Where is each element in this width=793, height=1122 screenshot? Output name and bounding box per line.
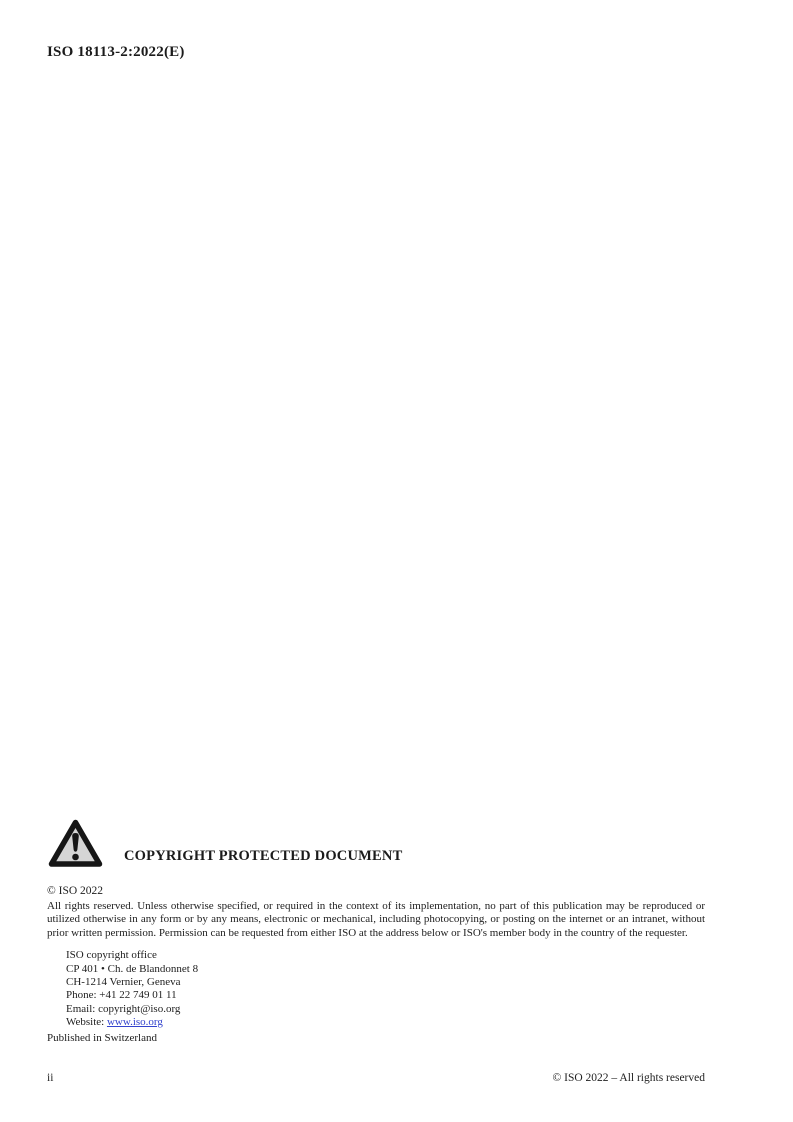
address-line-office: ISO copyright office [66, 949, 157, 962]
website-link[interactable]: www.iso.org [106, 1016, 163, 1029]
rights-paragraph: All rights reserved. Unless otherwise specified, or required in the context of its implementation, no part of this publication may be reproduced or utilized otherwise in any form or by any means, electronic or mechanical, including photocopying, or posting on the internet or an intranet, without prior written permission. Permission can be requested from either ISO at the address below or ISO's member body in the country of the requester. [47, 900, 705, 939]
address-line-email: Email: copyright@iso.org [66, 1002, 181, 1015]
address-line-street: CP 401 • Ch. de Blandonnet 8 [66, 962, 199, 975]
address-block [66, 949, 705, 1029]
copyright-banner-title: COPYRIGHT PROTECTED DOCUMENT [124, 848, 403, 864]
address-line-phone: Phone: +41 22 749 01 11 [66, 989, 177, 1002]
address-line-city: CH-1214 Vernier, Geneva [66, 976, 181, 989]
copyright-section [47, 815, 705, 1045]
published-line: Published in Switzerland [47, 1031, 157, 1044]
address-line-website [66, 1016, 705, 1029]
copyright-year-line: © ISO 2022 [47, 885, 104, 897]
footer-copyright: © ISO 2022 – All rights reserved [552, 1072, 705, 1084]
copyright-banner [47, 815, 705, 870]
footer-page-number: ii [47, 1072, 54, 1084]
warning-triangle-icon [47, 817, 104, 870]
website-label: Website: [66, 1016, 107, 1029]
page-footer [47, 1071, 705, 1085]
page-header: ISO 18113-2:2022(E) [47, 44, 185, 60]
